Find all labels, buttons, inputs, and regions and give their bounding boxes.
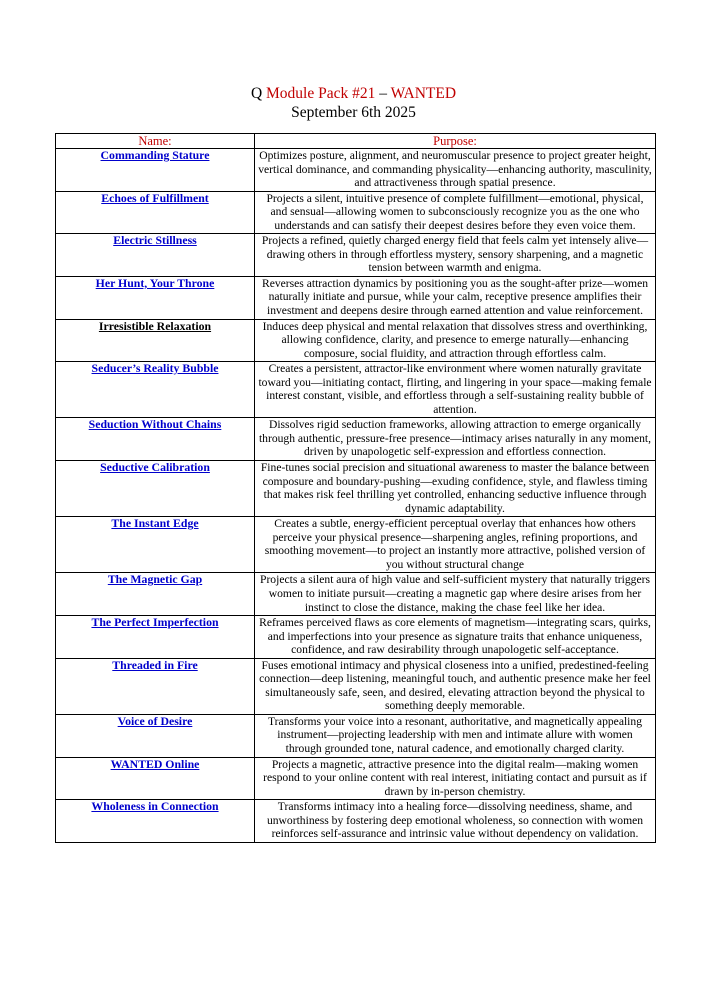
module-name-cell: [56, 149, 255, 192]
module-name-link[interactable]: Commanding Stature: [100, 148, 210, 162]
table-row: [56, 418, 656, 461]
table-row: [56, 616, 656, 659]
module-name-cell: [56, 319, 255, 362]
module-name-cell: [56, 800, 255, 843]
modules-table: [55, 133, 656, 843]
module-name-link[interactable]: WANTED Online: [110, 756, 200, 771]
page-title: [0, 85, 707, 103]
module-purpose-cell: Reverses attraction dynamics by positioning you as the sought-after prize—women naturally initiate and pursue, while your calm, receptive presence amplifies their investment and deepens desire through earned attention and value reinforcement.: [255, 276, 656, 319]
module-purpose-cell: Induces deep physical and mental relaxation that dissolves stress and overthinking, allowing confidence, clarity, and presence to emerge naturally—enhancing composure, social fluidity, and attraction through effortless calm.: [255, 319, 656, 362]
module-name-cell: [56, 757, 255, 800]
module-purpose-cell: Dissolves rigid seduction frameworks, allowing attraction to emerge organically through authentic, pressure-free presence—intimacy arises naturally in any moment, driven by unapologetic self-expression and effortless connection.: [255, 418, 656, 461]
module-name-link[interactable]: Voice of Desire: [117, 713, 193, 728]
table-row: [56, 658, 656, 714]
column-header-purpose: Purpose:: [255, 134, 656, 149]
module-purpose-cell: Fine-tunes social precision and situational awareness to master the balance between composure and boundary-pushing—exuding confidence, style, and flawless timing that makes risk feel thrilling yet controlled, enhancing seductive influence through dynamic adaptability.: [255, 461, 656, 517]
page-date: September 6th 2025: [291, 104, 416, 121]
table-row: [56, 149, 656, 192]
table-row: [56, 319, 656, 362]
table-row: [56, 800, 656, 843]
table-header-row: [56, 134, 656, 149]
module-purpose-cell: Transforms your voice into a resonant, authoritative, and magnetically appealing instrument—projecting leadership with men and intimate allure with women through grounded tone, natural cadence, and emotionally charged clarity.: [255, 714, 656, 757]
module-name-cell: [56, 418, 255, 461]
module-name-link[interactable]: The Perfect Imperfection: [91, 615, 219, 630]
module-purpose-cell: Creates a subtle, energy-efficient perceptual overlay that enhances how others perceive your physical presence—sharpening angles, refining proportions, and smoothing movement—to project an instantly more attractive, polished version of you without structural change: [255, 517, 656, 573]
module-name-link[interactable]: The Magnetic Gap: [107, 572, 203, 587]
table-row: [56, 757, 656, 800]
module-name-link[interactable]: Wholeness in Connection: [91, 799, 219, 814]
module-name-cell: [56, 234, 255, 277]
module-purpose-cell: Optimizes posture, alignment, and neuromuscular presence to project greater height, vertical dominance, and commanding physicality—enhancing authority, masculinity, and attractiveness through spatial presence.: [255, 149, 656, 192]
module-name-link[interactable]: Threaded in Fire: [112, 657, 198, 672]
module-name-cell: [56, 658, 255, 714]
module-name-link[interactable]: Seductive Calibration: [100, 460, 210, 475]
module-name-cell: [56, 461, 255, 517]
table-row: [56, 461, 656, 517]
module-purpose-cell: Creates a persistent, attractor-like environment where women naturally gravitate toward you—initiating contact, flirting, and lingering in your space—making female interest constant, visible, and effortless through a self-sustaining reality bubble of attention.: [255, 362, 656, 418]
column-header-name: Name:: [56, 134, 255, 149]
table-row: [56, 234, 656, 277]
title-part: WANTED: [390, 85, 457, 102]
module-name-cell: [56, 276, 255, 319]
module-name-link[interactable]: Her Hunt, Your Throne: [95, 275, 215, 290]
module-purpose-cell: Projects a magnetic, attractive presence into the digital realm—making women respond to your online content with real interest, initiating contact and pursuit as if drawn by in-person chemistry.: [255, 757, 656, 800]
title-part: –: [375, 85, 391, 102]
module-purpose-cell: Projects a silent, intuitive presence of complete fulfillment—emotional, physical, and sensual—allowing women to subconsciously recognize you as the one who understands and can satisfy their deepest desires before they even voice them.: [255, 191, 656, 234]
table-row: [56, 573, 656, 616]
table-row: [56, 276, 656, 319]
module-purpose-cell: Fuses emotional intimacy and physical closeness into a unified, predestined-feeling connection—deep listening, meaningful touch, and authentic presence make her feel simultaneously safe, seen, and desired, elevating attraction beyond the physical to something deeply memorable.: [255, 658, 656, 714]
module-name-link[interactable]: Seducer’s Reality Bubble: [91, 361, 219, 376]
table-row: [56, 362, 656, 418]
table-row: [56, 714, 656, 757]
module-name-cell: [56, 573, 255, 616]
module-name-cell: [56, 616, 255, 659]
module-name-link[interactable]: Echoes of Fulfillment: [101, 190, 209, 205]
title-part: Module Pack #21: [266, 85, 376, 102]
module-name-cell: [56, 714, 255, 757]
module-purpose-cell: Reframes perceived flaws as core elements of magnetism—integrating scars, quirks, and imperfections into your presence as signature traits that enhance uniqueness, confidence, and raw desirability through unapologetic self-acceptance.: [255, 616, 656, 659]
module-purpose-cell: Projects a refined, quietly charged energy field that feels calm yet intensely alive—drawing others in through effortless mystery, sensory sharpening, and a magnetic tension between warmth and enigma.: [255, 234, 656, 277]
module-name-link[interactable]: The Instant Edge: [111, 516, 199, 531]
module-name-link[interactable]: Electric Stillness: [113, 233, 197, 248]
module-name-cell: [56, 517, 255, 573]
table-row: [56, 517, 656, 573]
module-purpose-cell: Projects a silent aura of high value and self-sufficient mystery that naturally triggers women to initiate pursuit—creating a magnetic gap where desire arises from her instinct to close the distance, making the chase feel like her idea.: [255, 573, 656, 616]
module-name-text: Irresistible Relaxation: [98, 318, 212, 333]
module-purpose-cell: Transforms intimacy into a healing force—dissolving neediness, shame, and unworthiness by fostering deep emotional wholeness, so connection with women reinforces self-assurance and intrinsic value without dependency on validation.: [255, 800, 656, 843]
table-row: [56, 191, 656, 234]
title-part: Q: [250, 85, 267, 102]
module-name-cell: [56, 191, 255, 234]
module-name-link[interactable]: Seduction Without Chains: [88, 417, 222, 432]
module-name-cell: [56, 362, 255, 418]
